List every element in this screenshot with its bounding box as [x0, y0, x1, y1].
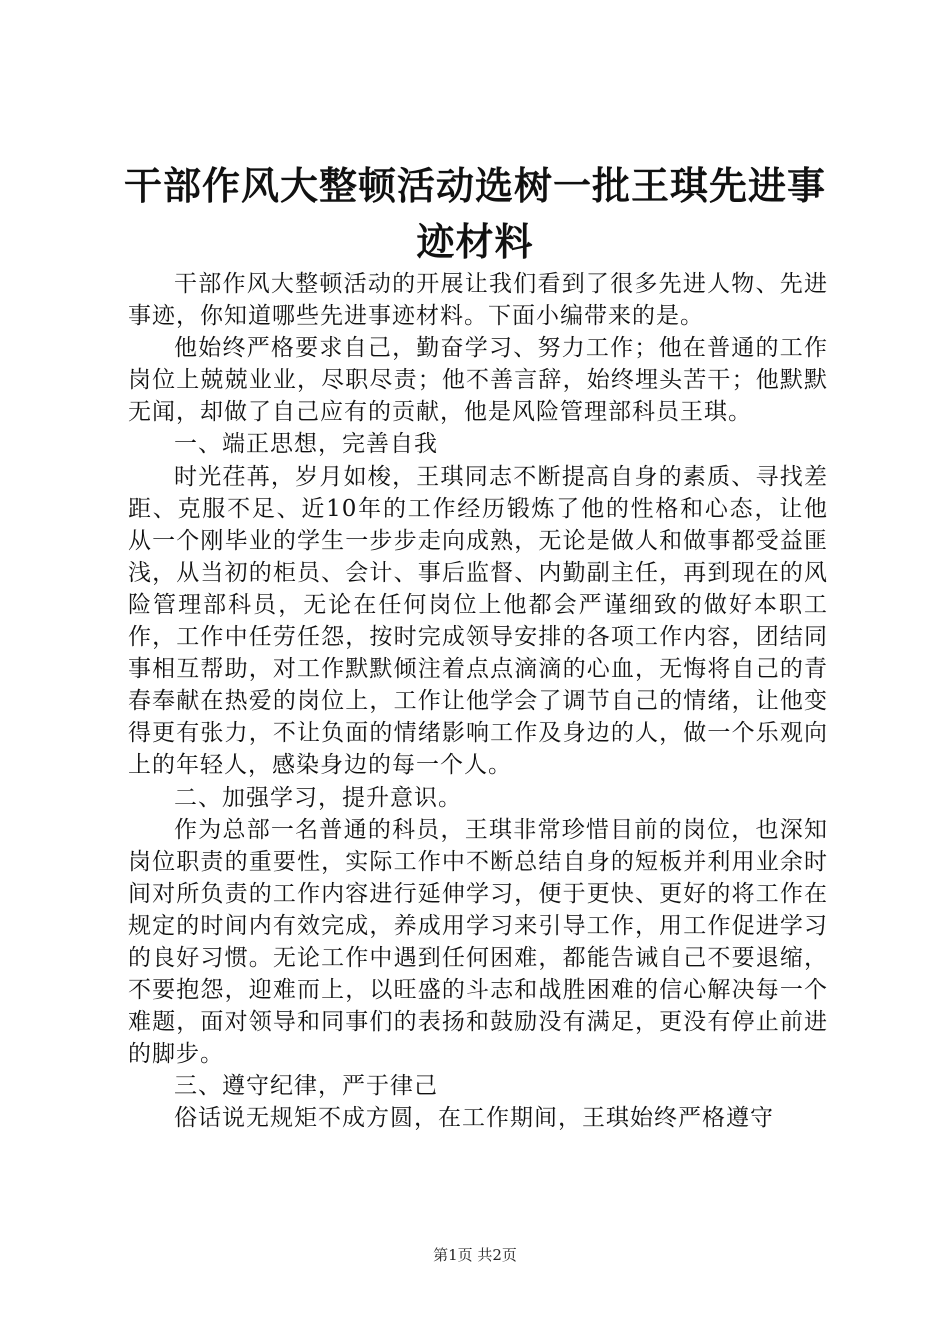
section-heading-3: 三、遵守纪律，严于律己: [174, 1073, 438, 1100]
paragraph-section-2: 作为总部一名普通的科员，王琪非常珍惜目前的岗位，也深知岗位职责的重要性，实际工作中不断总结自身的短板并利用业余时间对所负责的工作内容进行延伸学习，便于更快、更好的将工作在规定的时间内有效完成，养成用学习来引导工作，用工作促进学习的良好习惯。无论工作中遇到任何困难，都能告诫自己不要退缩，不要抱怨，迎难而上，以旺盛的斗志和战胜困难的信心解决每一个难题，面对领导和同事们的表扬和鼓励没有满足，更没有停止前进的脚步。: [128, 816, 828, 1068]
document-title: 干部作风大整顿活动选树一批王琪先进事迹材料: [123, 164, 826, 264]
section-heading-1: 一、端正思想，完善自我: [174, 431, 438, 458]
paragraph-intro: 干部作风大整顿活动的开展让我们看到了很多先进人物、先进事迹，你知道哪些先进事迹材料。下面小编带来的是。: [128, 271, 828, 330]
paragraph-summary: 他始终严格要求自己，勤奋学习、努力工作；他在普通的工作岗位上兢兢业业，尽职尽责；他不善言辞，始终埋头苦干；他默默无闻，却做了自己应有的贡献，他是风险管理部科员王琪。: [128, 335, 828, 426]
document-body: [128, 268, 828, 1135]
paragraph-section-3: 俗话说无规矩不成方圆，在工作期间，王琪始终严格遵守: [174, 1105, 774, 1132]
paragraph-section-1: 时光荏苒，岁月如梭，王琪同志不断提高自身的素质、寻找差距、克服不足、近10年的工作经历锻炼了他的性格和心态，让他从一个刚毕业的学生一步步走向成熟，无论是做人和做事都受益匪浅，从当初的柜员、会计、事后监督、内勤副主任，再到现在的风险管理部科员，无论在任何岗位上他都会严谨细致的做好本职工作，工作中任劳任怨，按时完成领导安排的各项工作内容，团结同事相互帮助，对工作默默倾注着点点滴滴的心血，无悔将自己的青春奉献在热爱的岗位上，工作让他学会了调节自己的情绪，让他变得更有张力，不让负面的情绪影响工作及身边的人，做一个乐观向上的年轻人，感染身边的每一个人。: [128, 463, 828, 779]
section-heading-2: 二、加强学习，提升意识。: [174, 784, 462, 811]
page-number-footer: 第1页 共2页: [433, 1246, 517, 1264]
